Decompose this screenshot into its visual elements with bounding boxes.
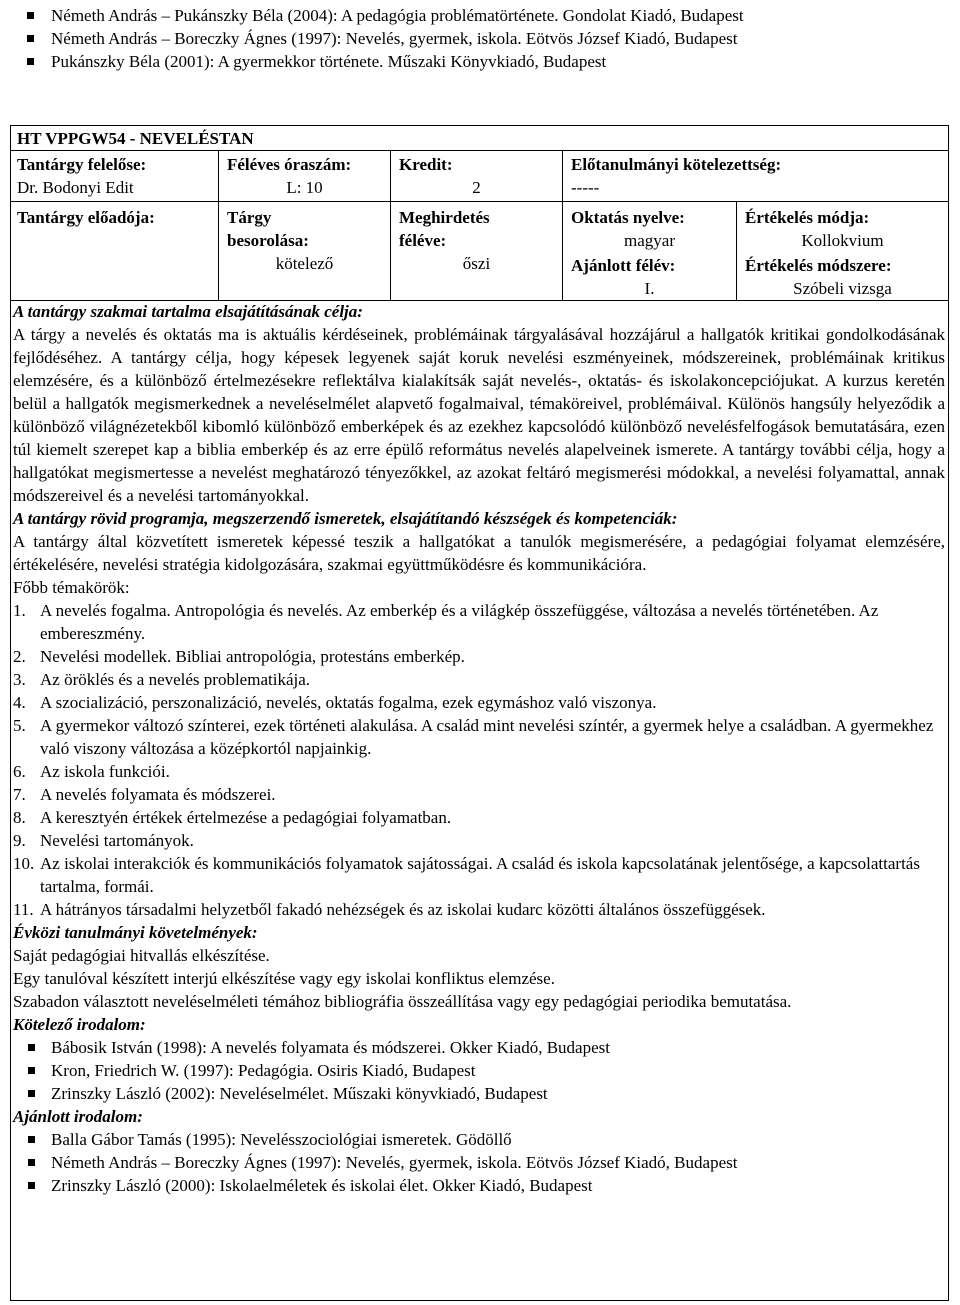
square-bullet-icon [27,58,34,65]
list-item: 10. Az iskolai interakciók és kommunikációs folyamatok sajátosságai. A család és iskola kapcsolatának jelentősége, a kapcsolattartás tartalma, formái. [13,854,920,896]
responsible-label: Tantárgy felelőse: [17,155,147,174]
top-reference-list [0,4,744,73]
list-item: Kron, Friedrich W. (1997): Pedagógia. Osiris Kiadó, Budapest [13,1059,945,1082]
course-details [13,300,945,1197]
requirement-item: Szabadon választott neveléselméleti témához bibliográfia összeállítása vagy egy pedagógiai periodika bemutatása. [13,992,792,1011]
required-literature-heading: Kötelező irodalom: [13,1015,146,1034]
recommended-literature-list [13,1128,945,1197]
list-item: 8. A keresztyén értékek értelmezése a pedagógiai folyamatban. [13,808,452,827]
list-item: Balla Gábor Tamás (1995): Nevelésszociológiai ismeretek. Gödöllő [13,1128,945,1151]
square-bullet-icon [28,1136,35,1143]
category-label-line1: Tárgy [227,208,272,227]
topics-list [13,599,945,921]
course-title: HT VPPGW54 - NEVELÉSTAN [17,129,254,148]
square-bullet-icon [28,1090,35,1097]
category-value: kötelező [275,254,334,273]
semester-label-line2: féléve: [399,231,447,250]
eval-mode-label: Értékelés módja: [745,208,870,227]
responsible-value: Dr. Bodonyi Edit [17,178,134,197]
recommended-semester-label: Ajánlott félév: [571,256,676,275]
language-label: Oktatás nyelve: [571,208,685,227]
list-item: 1. A nevelés fogalma. Antropológia és nevelés. Az emberkép és a világkép összefüggése, változása a nevelés történetében. Az embereszmény. [13,601,879,643]
hours-label: Féléves óraszám: [227,155,352,174]
requirements-heading: Évközi tanulmányi követelmények: [13,923,258,942]
list-item: Németh András – Boreczky Ágnes (1997): Nevelés, gyermek, iskola. Eötvös József Kiadó, Budapest [13,1151,945,1174]
requirement-item: Saját pedagógiai hitvallás elkészítése. [13,946,270,965]
semester-label-line1: Meghirdetés [399,208,490,227]
divider [11,201,948,202]
aim-heading: A tantárgy szakmai tartalma elsajátításának célja: [13,302,363,321]
credit-label: Kredit: [399,155,453,174]
square-bullet-icon [28,1067,35,1074]
list-item: Zrinszky László (2000): Iskolaelméletek és iskolai élet. Okker Kiadó, Budapest [13,1174,945,1197]
square-bullet-icon [28,1159,35,1166]
prereq-label: Előtanulmányi kötelezettség: [571,155,782,174]
divider [11,150,948,151]
list-item: 11. A hátrányos társadalmi helyzetből fakadó nehézségek és az iskolai kudarc közötti általános összefüggések. [13,900,766,919]
credit-value: 2 [472,178,481,197]
square-bullet-icon [27,12,34,19]
list-item: Pukánszky Béla (2001): A gyermekkor története. Műszaki Könyvkiadó, Budapest [0,50,744,73]
recommended-literature-heading: Ajánlott irodalom: [13,1107,143,1126]
square-bullet-icon [28,1044,35,1051]
list-item: 3. Az öröklés és a nevelés problematikája. [13,670,311,689]
language-value: magyar [624,231,675,250]
square-bullet-icon [28,1182,35,1189]
required-literature-list [13,1036,945,1105]
list-item: 4. A szocializáció, perszonalizáció, nevelés, oktatás fogalma, ezek egymáshoz való viszonya. [13,693,657,712]
requirement-item: Egy tanulóval készített interjú elkészítése vagy egy iskolai konfliktus elemzése. [13,969,555,988]
program-heading: A tantárgy rövid programja, megszerzendő ismeretek, elsajátítandó készségek és kompetenciák: [13,509,678,528]
semester-value: őszi [462,254,491,273]
list-item: Németh András – Boreczky Ágnes (1997): Nevelés, gyermek, iskola. Eötvös József Kiadó, Budapest [0,27,744,50]
hours-value: L: 10 [286,178,323,197]
divider [390,150,391,300]
list-item: 2. Nevelési modellek. Bibliai antropológia, protestáns emberkép. [13,647,465,666]
category-label-line2: besorolása: [227,231,309,250]
list-item: 6. Az iskola funkciói. [13,762,170,781]
eval-mode-value: Kollokvium [801,231,884,250]
list-item: 5. A gyermekor változó színterei, ezek történeti alakulása. A család mint nevelési színtér, a gyermek helye a családban. A gyermekhez való viszony változása a középkortól napjainkig. [13,716,934,758]
eval-method-value: Szóbeli vizsga [793,279,892,298]
list-item: 9. Nevelési tartományok. [13,831,194,850]
list-item: Németh András – Pukánszky Béla (2004): A pedagógia problématörténete. Gondolat Kiadó, Budapest [0,4,744,27]
square-bullet-icon [27,35,34,42]
list-item: Zrinszky László (2002): Neveléselmélet. Műszaki könyvkiadó, Budapest [13,1082,945,1105]
program-text: A tantárgy által közvetített ismeretek képessé teszik a hallgatókat a tanulók megismerésére, a pedagógiai folyamat elemzésére, értékelésére, nevelési stratégia kidolgozására, szakmai együttműködésre és kommunikációra. [13,532,945,574]
eval-method-label: Értékelés módszere: [745,256,892,275]
prereq-value: ----- [571,178,600,197]
topics-heading: Főbb témakörök: [13,578,130,597]
recommended-semester-value: I. [644,279,655,298]
list-item: 7. A nevelés folyamata és módszerei. [13,785,276,804]
list-item: Bábosik István (1998): A nevelés folyamata és módszerei. Okker Kiadó, Budapest [13,1036,945,1059]
divider [218,150,219,300]
lecturer-label: Tantárgy előadója: [17,208,155,227]
aim-text: A tárgy a nevelés és oktatás ma is aktuális kérdéseinek, problémáinak tárgyalásával hozzájárul a hallgatók kritikai gondolkodásának fejlődéséhez. A tantárgy célja, hogy képesek legyenek saját koruk nevelési eszményeinek, módszereinek, problémáinak kritikus elemzésére, és a különböző értelmezésekre reflektálva kialakítsák saját nevelés-, oktatás- és iskolakoncepciójukat. A kurzus keretén belül a hallgatók megismerkednek a neveléselmélet alapvető fogalmaival, témaköreivel, problémáival. Különös hangsúly helyeződik a különböző világnézetekből kibomló különböző emberképek és az ezekhez kapcsolódó különböző nevelésfelfogások bemutatására, ezen túl kiemelt szerepet kap a biblia emberkép és az erre épülő református nevelés alapelveinek ismerete. A tantárgy további célja, hogy a hallgatókat megismertesse a nevelést meghatározó tényezőkkel, az azokat feltáró megismerési módokkal, a nevelési folyamattal, annak módszereivel és a nevelési tartományokkal. [13,325,945,505]
